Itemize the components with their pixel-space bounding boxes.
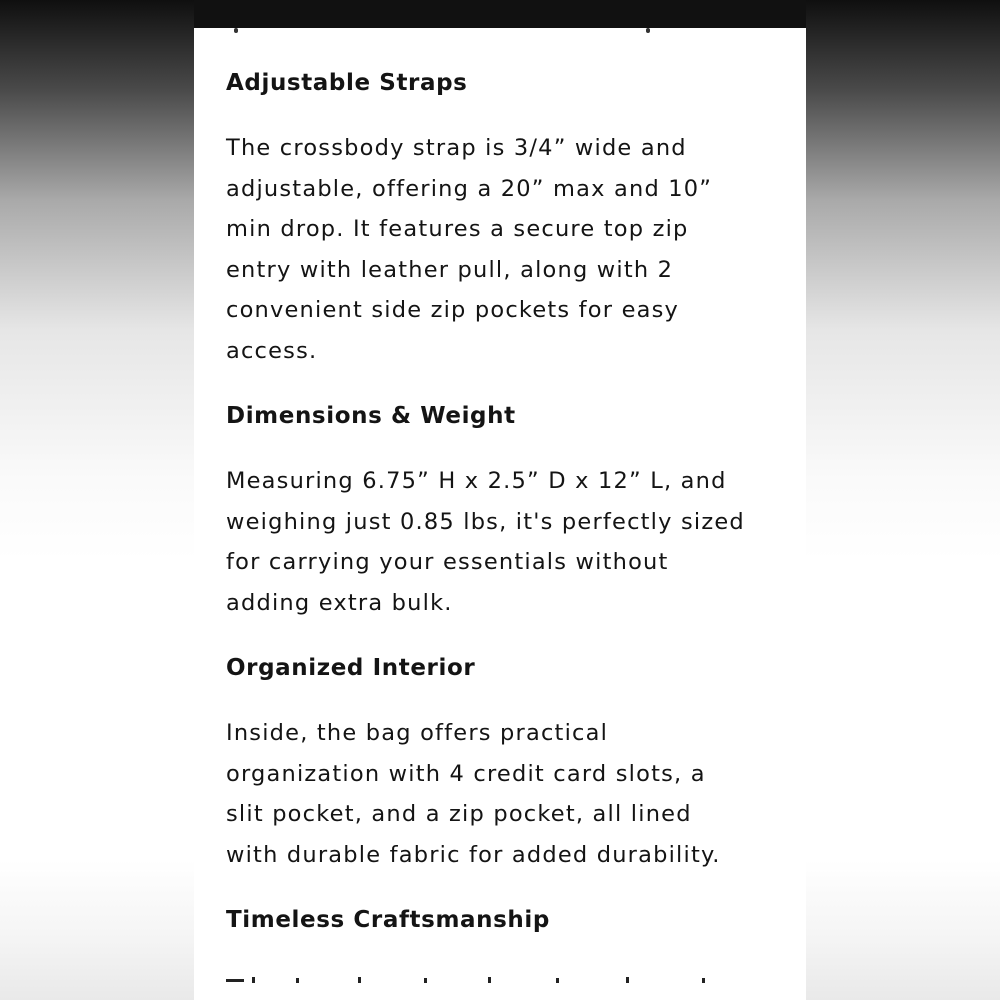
- text-line: organization with 4 credit card slots, a: [226, 760, 706, 787]
- text-line: The crossbody strap is 3/4” wide and: [226, 135, 687, 161]
- text-line: min drop. It features a secure top zip: [226, 216, 689, 242]
- blurred-background-left: [0, 0, 194, 1000]
- phone-screen[interactable]: [194, 0, 806, 1000]
- section-heading-dimensions-weight: Dimensions & Weight: [226, 403, 516, 429]
- text-line: entry with leather pull, along with 2: [226, 256, 674, 283]
- blurred-background-right: [806, 0, 1000, 1000]
- text-line: adjustable, offering a 20” max and 10”: [226, 175, 713, 202]
- text-line: with durable fabric for added durability.: [226, 841, 721, 868]
- text-line: slit pocket, and a zip pocket, all lined: [226, 801, 692, 827]
- section-heading-adjustable-straps: Adjustable Straps: [226, 70, 468, 96]
- text-line: adding extra bulk.: [226, 589, 453, 616]
- section-body-organized-interior: [226, 713, 721, 875]
- text-line: Inside, the bag offers practical: [226, 720, 609, 746]
- section-heading-organized-interior: Organized Interior: [226, 655, 476, 681]
- text-line: access.: [226, 337, 318, 364]
- cut-off-next-line: [226, 975, 706, 983]
- top-bar: [194, 0, 806, 28]
- text-line: for carrying your essentials without: [226, 549, 669, 575]
- text-line: Measuring 6.75” H x 2.5” D x 12” L, and: [226, 468, 727, 494]
- text-line: convenient side zip pockets for easy: [226, 297, 680, 323]
- section-body-dimensions-weight: [226, 461, 745, 623]
- cut-off-text-fragment: [646, 28, 650, 33]
- cut-off-text-fragment: [234, 28, 238, 33]
- text-line: weighing just 0.85 lbs, it's perfectly sized: [226, 508, 745, 535]
- section-heading-timeless-craftsmanship: Timeless Craftsmanship: [226, 907, 550, 933]
- section-body-adjustable-straps: [226, 128, 712, 371]
